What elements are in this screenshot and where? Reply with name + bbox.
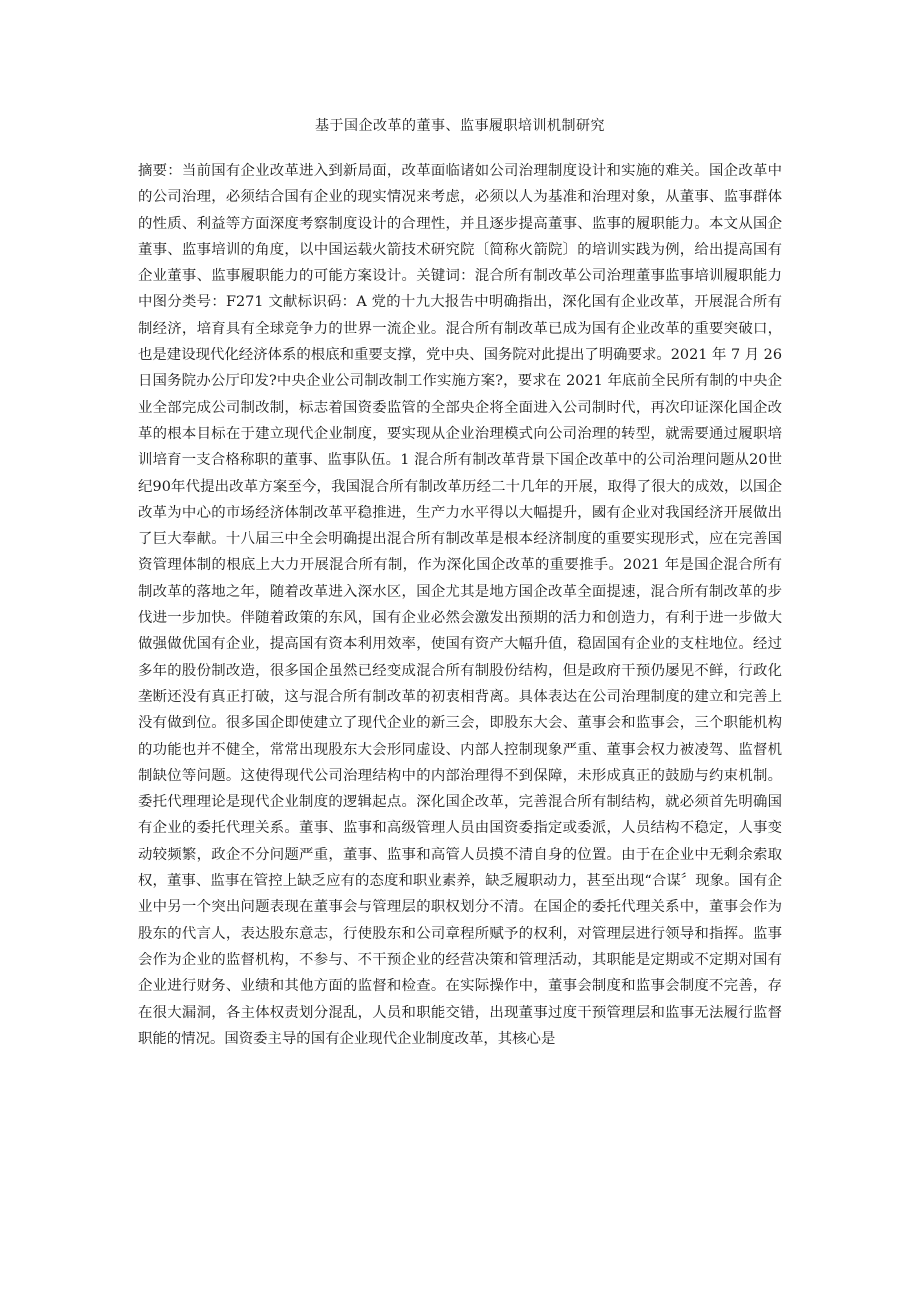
document-body-text: 摘要：当前国有企业改革进入到新局面，改革面临诸如公司治理制度设计和实施的难关。国企改革中的公司治理，必须结合国有企业的现实情况来考虑，必须以人为基准和治理对象，从董事、监事群体的性质、利益等方面深度考察制度设计的合理性，并且逐步提高董事、监事的履职能力。本文从国企董事、监事培训的角度，以中国运载火箭技术研究院〔简称火箭院〕的培训实践为例，给出提高国有企业董事、监事履职能力的可能方案设计。关键词：混合所有制改革公司治理董事监事培训履职能力中图分类号：F271 文献标识码：A 党的十九大报告中明确指出，深化国有企业改革，开展混合所有制经济，培育具有全球竞争力的世界一流企业。混合所有制改革已成为国有企业改革的重要突破口，也是建设现代化经济体系的根底和重要支撑，党中央、国务院对此提出了明确要求。2021 年 7 月 26 日国务院办公厅印发?中央企业公司制改制工作实施方案?，要求在 2021 年底前全民所有制的中央企业全部完成公司制改制，标志着国资委监管的全部央企将全面进入公司制时代，再次印证深化国企改革的根本目标在于建立现代企业制度，要实现从企业治理模式向公司治理的转型，就需要通过履职培训培育一支合格称职的董事、监事队伍。1 混合所有制改革背景下国企改革中的公司治理问题从20世纪90年代提出改革方案至今，我国混合所有制改革历经二十几年的开展，取得了很大的成效，以国企改革为中心的市场经济体制改革平稳推进，生产力水平得以大幅提升，國有企业对我国经济开展做出了巨大奉献。十八届三中全会明确提出混合所有制改革是根本经济制度的重要实现形式，应在完善国资管理体制的根底上大力开展混合所有制，作为深化国企改革的重要推手。2021 年是国企混合所有制改革的落地之年，随着改革进入深水区，国企尤其是地方国企改革全面提速，混合所有制改革的步伐进一步加快。伴随着政策的东风，国有企业必然会激发出预期的活力和创造力，有利于进一步做大做强做优国有企业，提高国有资本利用效率，使国有资产大幅升值，稳固国有企业的支柱地位。经过多年的股份制改造，很多国企虽然已经变成混合所有制股份结构，但是政府干预仍屡见不鲜，行政化垄断还没有真正打破，这与混合所有制改革的初衷相背离。具体表达在公司治理制度的建立和完善上没有做到位。很多国企即使建立了现代企业的新三会，即股东大会、董事会和监事会，三个职能机构的功能也并不健全，常常出现股东大会形同虚设、内部人控制现象严重、董事会权力被凌驾、监督机制缺位等问题。这使得现代公司治理结构中的内部治理得不到保障，未形成真正的鼓励与约束机制。委托代理理论是现代企业制度的逻辑起点。深化国企改革，完善混合所有制结构，就必须首先明确国有企业的委托代理关系。董事、监事和高级管理人员由国资委指定或委派，人员结构不稳定，人事变动较频繁，政企不分问题严重，董事、监事和高管人员摸不清自身的位置。由于在企业中无剩余索取权，董事、监事在管控上缺乏应有的态度和职业素养，缺乏履职动力，甚至出现“合谋〞现象。国有企业中另一个突出问题表现在董事会与管理层的职权划分不清。在国企的委托代理关系中，董事会作为股东的代言人，表达股东意志，行使股东和公司章程所赋予的权利，对管理层进行领导和指挥。监事会作为企业的监督机构，不参与、不干预企业的经营决策和管理活动，其职能是定期或不定期对国有企业进行财务、业绩和其他方面的监督和检查。在实际操作中，董事会制度和监事会制度不完善，存在很大漏洞，各主体权责划分混乱，人员和职能交错，出现董事过度干预管理层和监事无法履行监督职能的情况。国资委主导的国有企业现代企业制度改革，其核心是 [138,163,782,1047]
document-title: 基于国企改革的董事、监事履职培训机制研究 [315,118,605,134]
